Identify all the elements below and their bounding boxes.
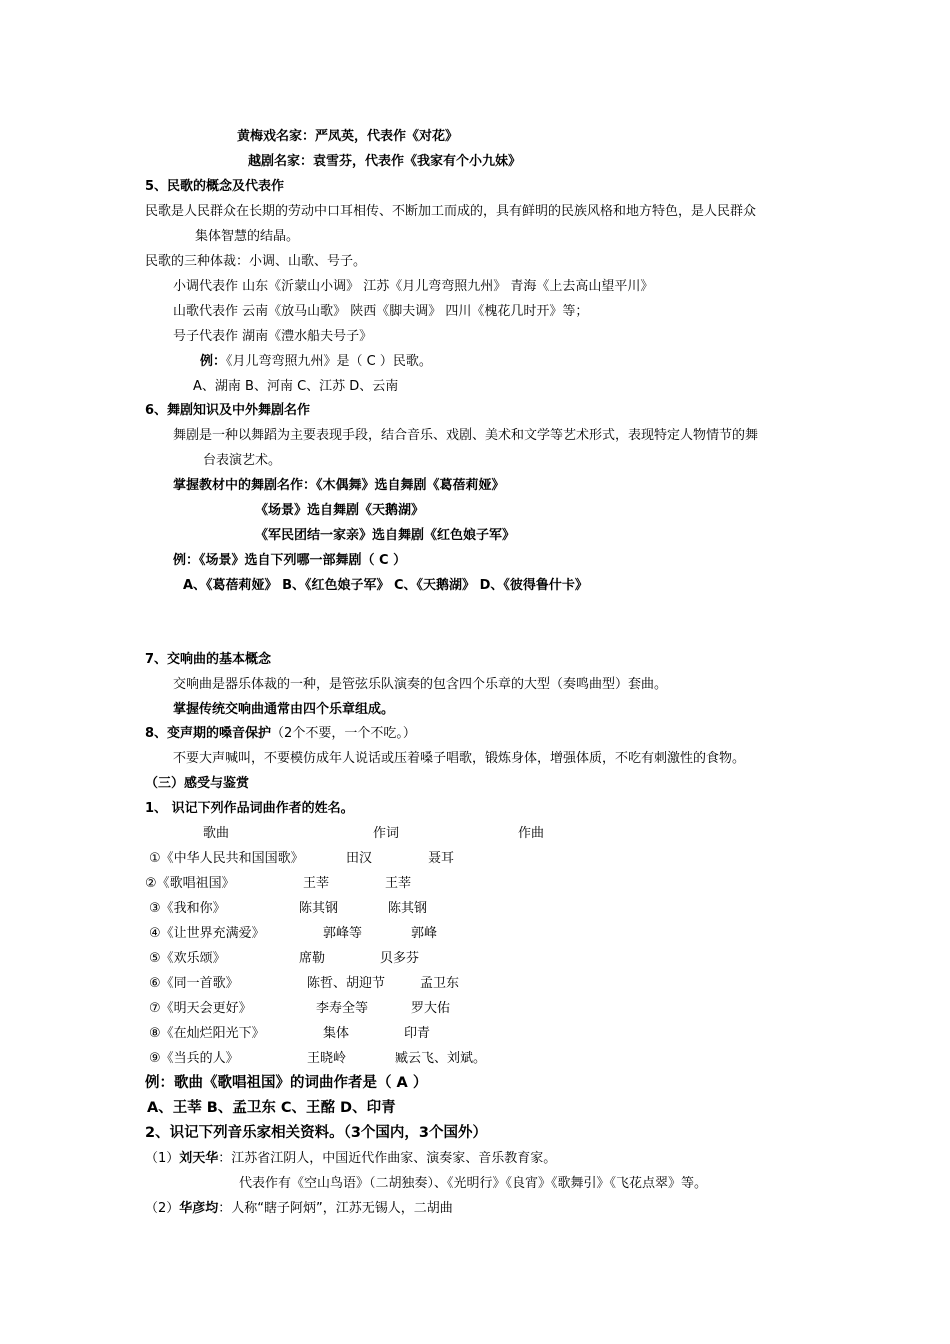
- section-8-title-row: [145, 725, 416, 743]
- section-5-options: A、湖南 B、河南 C、江苏 D、云南: [193, 379, 399, 394]
- musician-hua-yanjun: [145, 1200, 453, 1218]
- song-lyricist: 陈其钢: [299, 901, 339, 916]
- song-composer: 郭峰: [411, 926, 438, 941]
- question-1-title: 1、 识记下列作品词曲作者的姓名。: [145, 801, 354, 816]
- example-prefix: 例：: [200, 354, 227, 369]
- song-title: ②《歌唱祖国》: [145, 876, 235, 891]
- symphony-master: 掌握传统交响曲通常由四个乐章组成。: [173, 702, 395, 717]
- song-composer: 臧云飞、刘斌。: [395, 1051, 487, 1066]
- section-5-example: [200, 353, 432, 371]
- question-2-title: 2、识记下列音乐家相关资料。（3个国内，3个国外）: [145, 1125, 488, 1141]
- section-6-example: 例：《场景》选自下列哪一部舞剧（ C ）: [173, 553, 407, 568]
- dance-drama-definition: 舞剧是一种以舞蹈为主要表现手段，结合音乐、戏剧、美术和文学等艺术形式，表现特定人物情节的舞: [173, 428, 759, 443]
- song-composer: 王莘: [385, 876, 412, 891]
- folk-song-definition: 民歌是人民群众在长期的劳动中口耳相传、不断加工而成的，具有鲜明的民族风格和地方特色，是人民群众: [145, 204, 757, 219]
- liu-tianhua-works: 代表作有《空山鸟语》（二胡独奏）、《光明行》《良宵》《歌舞引》《飞花点翠》等。: [239, 1176, 708, 1191]
- item-number: （2）: [145, 1201, 180, 1216]
- musician-description: ：人称“瞎子阿炳”，江苏无锡人，二胡曲: [218, 1201, 453, 1216]
- song-lyricist: 集体: [323, 1026, 350, 1041]
- song-lyricist: 陈哲、胡迎节: [307, 976, 386, 991]
- section-5-title: 5、民歌的概念及代表作: [145, 179, 285, 194]
- section-8-title: 8、变声期的嗓音保护: [145, 726, 272, 741]
- song-title: ⑦《明天会更好》: [149, 1001, 252, 1016]
- song-composer: 聂耳: [428, 851, 455, 866]
- dance-drama-master-3: 《军民团结一家亲》选自舞剧《红色娘子军》: [255, 528, 516, 543]
- shange-works: 山歌代表作 云南《放马山歌》 陕西《脚夫调》 四川《槐花几时开》等；: [173, 304, 589, 319]
- section-6-options: A、《葛蓓莉娅》 B、《红色娘子军》 C、《天鹅湖》 D、《彼得鲁什卡》: [183, 578, 588, 593]
- folk-song-types: 民歌的三种体裁：小调、山歌、号子。: [145, 254, 367, 269]
- dance-drama-master-1: 掌握教材中的舞剧名作：《木偶舞》选自舞剧《葛蓓莉娅》: [173, 478, 505, 493]
- musician-name: 刘天华: [179, 1151, 219, 1166]
- huangmei-opera-line: 黄梅戏名家：严凤英，代表作《对花》: [237, 129, 459, 144]
- xiaodiao-works: 小调代表作 山东《沂蒙山小调》 江苏《月儿弯弯照九州》 青海《上去高山望平川》: [173, 279, 654, 294]
- song-example-question: 例：歌曲《歌唱祖国》的词曲作者是（ A ）: [145, 1075, 428, 1091]
- haozi-works: 号子代表作 湖南《澧水船夫号子》: [173, 329, 373, 344]
- part-3-title: （三）感受与鉴赏: [145, 776, 250, 791]
- song-title: ③《我和你》: [149, 901, 226, 916]
- section-6-title: 6、舞剧知识及中外舞剧名作: [145, 403, 311, 418]
- song-lyricist: 席勒: [299, 951, 326, 966]
- song-composer: 贝多芬: [380, 951, 420, 966]
- header-lyricist: 作词: [373, 826, 400, 841]
- dance-drama-definition-cont: 台表演艺术。: [203, 453, 282, 468]
- voice-protection-text: 不要大声喊叫，不要模仿成年人说话或压着嗓子唱歌，锻炼身体，增强体质，不吃有刺激性的食物。: [173, 751, 746, 766]
- song-title: ⑧《在灿烂阳光下》: [149, 1026, 265, 1041]
- musician-description: ：江苏省江阴人，中国近代作曲家、演奏家、音乐教育家。: [218, 1151, 557, 1166]
- song-title: ①《中华人民共和国国歌》: [149, 851, 304, 866]
- header-composer: 作曲: [518, 826, 545, 841]
- song-lyricist: 田汉: [346, 851, 373, 866]
- song-lyricist: 王晓岭: [307, 1051, 347, 1066]
- song-composer: 孟卫东: [420, 976, 460, 991]
- musician-name: 华彦均: [179, 1201, 219, 1216]
- song-lyricist: 郭峰等: [323, 926, 363, 941]
- song-title: ⑤《欢乐颂》: [149, 951, 226, 966]
- song-title: ⑥《同一首歌》: [149, 976, 239, 991]
- song-composer: 印青: [404, 1026, 431, 1041]
- symphony-definition: 交响曲是器乐体裁的一种，是管弦乐队演奏的包含四个乐章的大型（奏鸣曲型）套曲。: [173, 677, 668, 692]
- musician-liu-tianhua: [145, 1150, 556, 1168]
- item-number: （1）: [145, 1151, 180, 1166]
- yue-opera-line: 越剧名家：袁雪芬，代表作《我家有个小九妹》: [248, 154, 522, 169]
- song-lyricist: 王莘: [303, 876, 330, 891]
- section-8-note: （2个不要，一个不吃。）: [271, 726, 416, 741]
- song-lyricist: 李寿全等: [316, 1001, 369, 1016]
- song-composer: 陈其钢: [388, 901, 428, 916]
- header-song: 歌曲: [203, 826, 230, 841]
- example-question: 《月儿弯弯照九州》是（ C ）民歌。: [226, 354, 432, 369]
- section-7-title: 7、交响曲的基本概念: [145, 652, 272, 667]
- song-composer: 罗大佑: [411, 1001, 451, 1016]
- song-title: ④《让世界充满爱》: [149, 926, 265, 941]
- dance-drama-master-2: 《场景》选自舞剧《天鹅湖》: [255, 503, 425, 518]
- song-example-options: A、王莘 B、孟卫东 C、王酩 D、印青: [147, 1100, 396, 1116]
- song-title: ⑨《当兵的人》: [149, 1051, 239, 1066]
- folk-song-definition-cont: 集体智慧的结晶。: [195, 229, 300, 244]
